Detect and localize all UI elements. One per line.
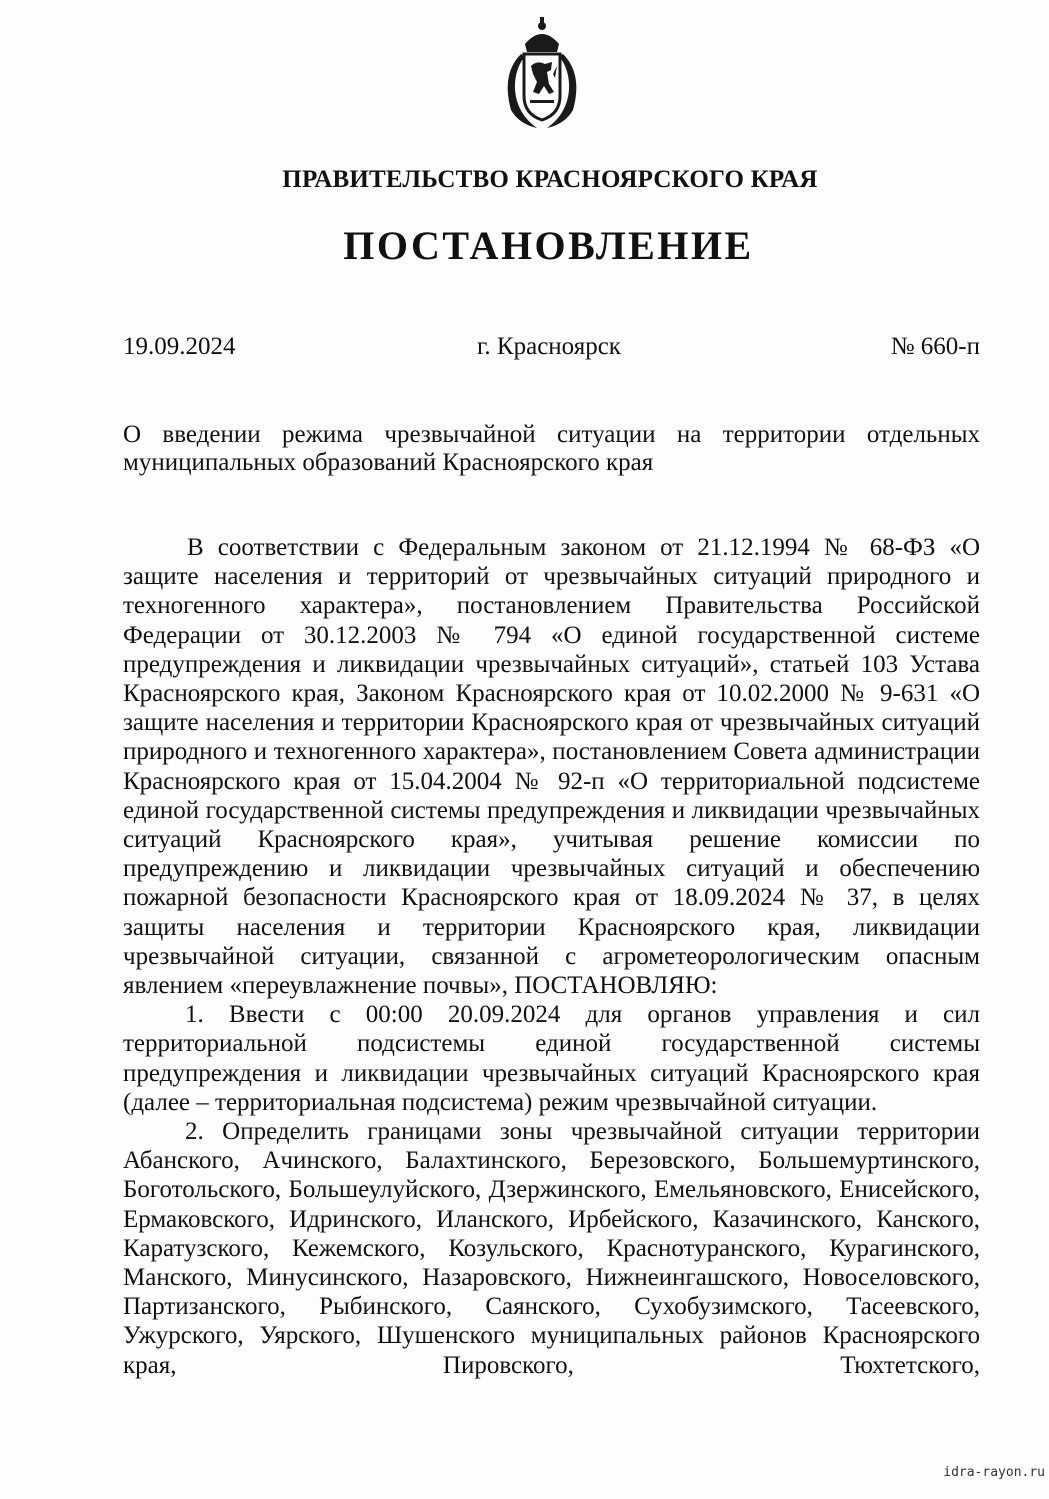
government-name: ПРАВИТЕЛЬСТВО КРАСНОЯРСКОГО КРАЯ xyxy=(282,166,818,193)
document-city: г. Красноярск xyxy=(477,333,621,360)
site-watermark: idra-rayon.ru xyxy=(943,1465,1045,1480)
item-1-paragraph: 1. Ввести с 00:00 20.09.2024 для органов управления и сил территориальной подсистемы единой государственной системы предупреждения и ликвидации чрезвычайных ситуаций Красноярского края (далее – территориальная подсистема) режим чрезвычайной ситуации. xyxy=(123,1001,980,1116)
item-2-paragraph: 2. Определить границами зоны чрезвычайной ситуации территории Абанского, Ачинского, Балахтинского, Березовского, Большемуртинского, Боготольского, Большеулуйского, Дзержинского, Емельяновского, Енисейского, Ермаковского, Идринского, Иланского, Ирбейского, Казачинского, Канского, Каратузского, Кежемского, Козульского, Краснотуранского, Курагинского, Манского, Минусинского, Назаровского, Нижнеингашского, Новоселовского, Партизанского, Рыбинского, Саянского, Сухобузимского, Тасеевского, Ужурского, Уярского, Шушенского муниципальных районов Красноярского края, Пировского, Тюхтетского, xyxy=(123,1118,980,1379)
coat-of-arms-icon xyxy=(497,14,587,132)
document-type: ПОСТАНОВЛЕНИЕ xyxy=(343,223,754,268)
document-date: 19.09.2024 xyxy=(123,333,236,360)
document-body xyxy=(123,533,980,1380)
document-number: № 660-п xyxy=(890,333,980,360)
preamble-paragraph: В соответствии с Федеральным законом от 21.12.1994 № 68-ФЗ «О защите населения и территорий от чрезвычайных ситуаций природного и техногенного характера», постановлением Правительства Российской Федерации от 30.12.2003 № 794 «О единой государственной системе предупреждения и ликвидации чрезвычайных ситуаций», статьей 103 Устава Красноярского края, Законом Красноярского края от 10.02.2000 № 9-631 «О защите населения и территории Красноярского края от чрезвычайных ситуаций природного и техногенного характера», постановлением Совета администрации Красноярского края от 15.04.2004 № 92-п «О территориальной подсистеме единой государственной системы предупреждения и ликвидации чрезвычайных ситуаций Красноярского края», учитывая решение комиссии по предупреждению и ликвидации чрезвычайных ситуаций и обеспечению пожарной безопасности Красноярского края от 18.09.2024 № 37, в целях защиты населения и территории Красноярского края, ликвидации чрезвычайной ситуации, связанной с агрометеорологическим опасным явлением «переувлажнение почвы», ПОСТАНОВЛЯЮ: xyxy=(123,534,980,1000)
document-title: О введении режима чрезвычайной ситуации на территории отдельных муниципальных образований Красноярского края xyxy=(123,421,980,476)
